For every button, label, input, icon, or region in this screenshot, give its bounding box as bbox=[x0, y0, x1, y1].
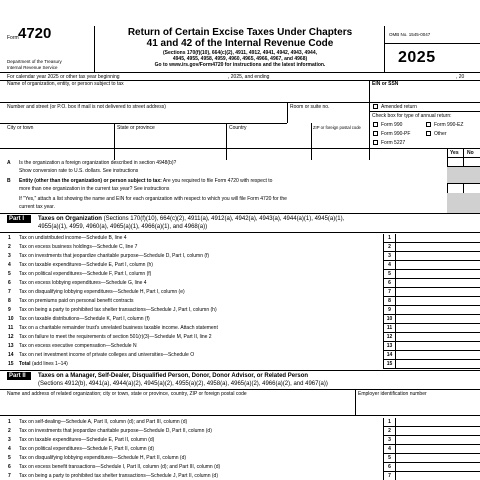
yes-header: Yes bbox=[450, 150, 459, 156]
ein-field[interactable] bbox=[372, 87, 472, 101]
country-field[interactable] bbox=[229, 131, 299, 145]
form-label: Form bbox=[7, 35, 19, 41]
ein-label: EIN or SSN bbox=[372, 81, 399, 87]
line-description bbox=[19, 298, 134, 304]
employer-id-field[interactable] bbox=[358, 397, 476, 413]
line-number: 15 bbox=[8, 361, 14, 367]
line-description-text: Tax on a charitable remainder trust's unrelated business taxable income. Attach statement bbox=[19, 325, 218, 331]
part2-title: Taxes on a Manager, Self-Dealer, Disqualified Person, Donor, Donor Advisor, or Related Person bbox=[38, 373, 309, 379]
related-org-name-field[interactable] bbox=[7, 397, 347, 413]
line-description-text: Tax on premiums paid on personal benefit contracts bbox=[19, 298, 134, 304]
line-description-text: Tax on political expenditures—Schedule F, Part I, column (f) bbox=[19, 271, 152, 277]
form-title-line1: Return of Certain Excise Taxes Under Chapters bbox=[127, 27, 353, 38]
line-number: 3 bbox=[8, 437, 11, 443]
line-description bbox=[19, 325, 218, 331]
line-number-box: 12 bbox=[383, 333, 396, 342]
form-990-pf-label: Form 990-PF bbox=[381, 131, 411, 137]
code-sections-1: (Sections 170(f)(10), 664(c)(2), 4911, 4912, 4941, 4942, 4943, 4944, bbox=[163, 50, 317, 56]
line-number: 1 bbox=[8, 235, 11, 241]
line-number: 7 bbox=[8, 473, 11, 479]
line-number: 5 bbox=[8, 271, 11, 277]
employer-id-label: Employer identification number bbox=[358, 391, 427, 397]
line-description bbox=[19, 253, 209, 259]
line-row bbox=[0, 463, 480, 472]
line-row bbox=[0, 315, 480, 324]
state-label: State or province bbox=[117, 125, 155, 131]
question-b-no-cell[interactable] bbox=[464, 184, 479, 193]
line-number-box: 7 bbox=[383, 288, 396, 297]
line-number-box: 5 bbox=[383, 270, 396, 279]
calendar-year-end: , 20 bbox=[456, 74, 465, 80]
line-row bbox=[0, 279, 480, 288]
line-description-text: Tax on failure to meet the requirements of section 501(r)(3)—Schedule M, Part II, line 2 bbox=[19, 334, 212, 340]
line-description-text: Tax on disqualifying lobbying expenditures—Schedule H, Part I, column (e) bbox=[19, 289, 185, 295]
part2-label: Part II bbox=[7, 372, 31, 380]
line-description-text: Tax on self-dealing—Schedule A, Part II, column (d); and Part III, column (d) bbox=[19, 419, 188, 425]
line-row bbox=[0, 288, 480, 297]
line-row bbox=[0, 351, 480, 360]
line-row bbox=[0, 472, 480, 480]
line-description-text: Tax on excess benefit transactions—Schedule I, Part II, column (d); and Part III, column (d) bbox=[19, 464, 221, 470]
line-number-box: 1 bbox=[383, 234, 396, 243]
line-description bbox=[19, 361, 68, 367]
calendar-year-label: For calendar year 2025 or other tax year beginning bbox=[7, 74, 120, 80]
line-number: 9 bbox=[8, 307, 11, 313]
line-number-box: 2 bbox=[383, 427, 396, 436]
line-number: 5 bbox=[8, 455, 11, 461]
part1-label: Part I bbox=[7, 215, 31, 223]
question-b-yes-cell[interactable] bbox=[448, 184, 463, 193]
line-row bbox=[0, 306, 480, 315]
line-description-text: Tax on taxable expenditures—Schedule E, Part I, column (h) bbox=[19, 262, 153, 268]
line-description bbox=[19, 437, 154, 443]
line-row bbox=[0, 454, 480, 463]
line-description bbox=[19, 428, 212, 434]
amount-field[interactable] bbox=[396, 270, 480, 279]
country-label: Country bbox=[229, 125, 247, 131]
dept-treasury: Department of the Treasury bbox=[7, 59, 62, 64]
line-number: 6 bbox=[8, 464, 11, 470]
line-description-text: Tax on being a party to prohibited tax shelter transactions—Schedule J, Part II, column (d) bbox=[19, 473, 218, 479]
line-number-box: 11 bbox=[383, 324, 396, 333]
line-number: 4 bbox=[8, 262, 11, 268]
zip-field[interactable] bbox=[313, 131, 367, 145]
question-a-no-cell[interactable] bbox=[464, 157, 479, 166]
line-row bbox=[0, 436, 480, 445]
amended-return-checkbox[interactable] bbox=[373, 104, 378, 109]
line-description-text: Tax on political expenditures—Schedule F, Part II, column (d) bbox=[19, 446, 155, 452]
line-description-text: Tax on disqualifying lobbying expenditures—Schedule H, Part II, column (d) bbox=[19, 455, 187, 461]
part2-sections: (Sections 4912(b), 4941(a), 4944(a)(2), 4945(a)(2), 4955(a)(2), 4958(a), 4965(a)(2), 4966(a)(2), and 4967(a)) bbox=[38, 381, 328, 387]
line-number: 6 bbox=[8, 280, 11, 286]
part1-title bbox=[38, 216, 344, 223]
amount-field[interactable] bbox=[396, 306, 480, 315]
question-b-line1: Are you required to file Form 4720 with respect to bbox=[161, 178, 273, 184]
line-number: 2 bbox=[8, 428, 11, 434]
part1-title-bold: Taxes on Organization bbox=[38, 216, 102, 222]
line-description bbox=[19, 271, 151, 277]
amount-field[interactable] bbox=[396, 360, 480, 369]
line-number-box: 7 bbox=[383, 472, 396, 480]
question-b-line4: current tax year. bbox=[19, 204, 55, 210]
question-b-text bbox=[19, 178, 272, 184]
line-number-box: 15 bbox=[383, 360, 396, 369]
line-number-box: 4 bbox=[383, 445, 396, 454]
amount-field[interactable] bbox=[396, 243, 480, 252]
city-label: City or town bbox=[7, 125, 34, 131]
question-b-letter: B bbox=[7, 178, 11, 184]
street-field[interactable] bbox=[7, 110, 277, 122]
line-description-text: Tax on excess business holdings—Schedule C, line 7 bbox=[19, 244, 138, 250]
line-number: 10 bbox=[8, 316, 14, 322]
amount-field[interactable] bbox=[396, 342, 480, 351]
form-5227-label: Form 5227 bbox=[381, 140, 406, 146]
amount-field[interactable] bbox=[396, 454, 480, 463]
line-number: 12 bbox=[8, 334, 14, 340]
form-990-ez-label: Form 990-EZ bbox=[434, 122, 464, 128]
line-number-box: 1 bbox=[383, 418, 396, 427]
line-description bbox=[19, 464, 220, 470]
line-number-box: 6 bbox=[383, 279, 396, 288]
tax-year: 2025 bbox=[398, 49, 436, 66]
line-description bbox=[19, 316, 150, 322]
line-row bbox=[0, 270, 480, 279]
line-number-box: 6 bbox=[383, 463, 396, 472]
related-org-name-label: Name and address of related organization; city or town, state or province, country, ZIP or foreign postal code bbox=[7, 391, 247, 397]
amount-field[interactable] bbox=[396, 252, 480, 261]
line-description bbox=[19, 280, 147, 286]
line-number-box: 13 bbox=[383, 342, 396, 351]
org-name-label: Name of organization, entity, or person subject to tax bbox=[7, 81, 124, 87]
amount-field[interactable] bbox=[396, 324, 480, 333]
city-field[interactable] bbox=[7, 131, 107, 145]
line-number: 14 bbox=[8, 352, 14, 358]
line-row bbox=[0, 243, 480, 252]
question-b-line3: If "Yes," attach a list showing the name and EIN for each organization with respect to which you will file Form 4720 for the bbox=[19, 196, 287, 202]
line-row bbox=[0, 427, 480, 436]
line-description bbox=[19, 262, 153, 268]
line-description-text: Tax on investments that jeopardize charitable purpose—Schedule D, Part I, column (f) bbox=[19, 253, 210, 259]
line-number: 1 bbox=[8, 419, 11, 425]
amount-field[interactable] bbox=[396, 427, 480, 436]
line-number-box: 5 bbox=[383, 454, 396, 463]
question-a-yes-cell[interactable] bbox=[448, 157, 463, 166]
line-description bbox=[19, 307, 217, 313]
line-number-box: 10 bbox=[383, 315, 396, 324]
amount-field[interactable] bbox=[396, 418, 480, 427]
line-number: 11 bbox=[8, 325, 14, 331]
zip-label: ZIP or foreign postal code bbox=[313, 125, 361, 130]
amount-field[interactable] bbox=[396, 261, 480, 270]
amount-field[interactable] bbox=[396, 234, 480, 243]
form-990-label: Form 990 bbox=[381, 122, 403, 128]
form-number: 4720 bbox=[18, 25, 52, 42]
form-title-line2: 41 and 42 of the Internal Revenue Code bbox=[146, 38, 334, 49]
line-description-text: Tax on being a party to prohibited tax shelter transactions—Schedule J, Part I, column (h) bbox=[19, 307, 217, 313]
amount-field[interactable] bbox=[396, 472, 480, 480]
form-5227-checkbox[interactable] bbox=[373, 140, 378, 145]
line-number: 13 bbox=[8, 343, 14, 349]
line-row bbox=[0, 261, 480, 270]
amended-return-label: Amended return bbox=[381, 104, 417, 110]
other-label: Other bbox=[434, 131, 447, 137]
line-description bbox=[19, 244, 137, 250]
room-label: Room or suite no. bbox=[290, 104, 330, 110]
line-description-text: Tax on taxable expenditures—Schedule E, Part II, column (d) bbox=[19, 437, 155, 443]
form-title bbox=[100, 27, 380, 69]
line-description-suffix: (add lines 1–14) bbox=[30, 361, 68, 367]
instructions-link[interactable]: Go to www.irs.gov/Form4720 for instructions and the latest information. bbox=[154, 62, 326, 68]
line-description bbox=[19, 334, 212, 340]
line-row bbox=[0, 418, 480, 427]
form-990-ez-checkbox[interactable] bbox=[426, 122, 431, 127]
state-field[interactable] bbox=[117, 131, 197, 145]
amount-field[interactable] bbox=[396, 436, 480, 445]
question-a-conversion: Show conversion rate to U.S. dollars. See instructions bbox=[19, 168, 139, 174]
amount-field[interactable] bbox=[396, 279, 480, 288]
question-b-bold: Entity (other than the organization) or person subject to tax: bbox=[19, 178, 162, 184]
question-b-line2: more than one organization in the current tax year? See instructions bbox=[19, 186, 170, 192]
line-description bbox=[19, 343, 137, 349]
irs-label: Internal Revenue Service bbox=[7, 65, 58, 70]
org-name-field[interactable] bbox=[7, 87, 307, 101]
question-a-letter: A bbox=[7, 160, 11, 166]
amount-field[interactable] bbox=[396, 333, 480, 342]
line-row bbox=[0, 342, 480, 351]
amount-field[interactable] bbox=[396, 288, 480, 297]
line-number-box: 3 bbox=[383, 436, 396, 445]
line-number: 7 bbox=[8, 289, 11, 295]
line-row bbox=[0, 252, 480, 261]
amount-field[interactable] bbox=[396, 351, 480, 360]
line-number-box: 14 bbox=[383, 351, 396, 360]
amount-field[interactable] bbox=[396, 445, 480, 454]
form-990-checkbox[interactable] bbox=[373, 122, 378, 127]
line-description bbox=[19, 352, 194, 358]
line-description bbox=[19, 473, 218, 479]
line-description bbox=[19, 419, 187, 425]
line-row bbox=[0, 297, 480, 306]
line-row bbox=[0, 445, 480, 454]
line-description-text: Tax on investments that jeopardize charitable purpose—Schedule D, Part II, column (d) bbox=[19, 428, 212, 434]
line-number: 4 bbox=[8, 446, 11, 452]
amount-field[interactable] bbox=[396, 463, 480, 472]
line-description-text: Tax on net investment income of private colleges and universities—Schedule O bbox=[19, 352, 195, 358]
question-a-text: Is the organization a foreign organization described in section 4948(b)? bbox=[19, 160, 177, 166]
line-description-text: Tax on excess executive compensation—Schedule N bbox=[19, 343, 137, 349]
line-description bbox=[19, 289, 185, 295]
line-description bbox=[19, 235, 127, 241]
line-number-box: 3 bbox=[383, 252, 396, 261]
omb-number: OMB No. 1545-0047 bbox=[389, 32, 431, 37]
code-sections-2: 4945, 4955, 4958, 4959, 4960, 4965, 4966, 4967, and 4968) bbox=[172, 56, 308, 62]
line-row bbox=[0, 324, 480, 333]
form-990-pf-checkbox[interactable] bbox=[373, 131, 378, 136]
line-number-box: 2 bbox=[383, 243, 396, 252]
amount-field[interactable] bbox=[396, 315, 480, 324]
line-row bbox=[0, 333, 480, 342]
part1-sections-2: 4955(a)(1), 4959, 4960(a), 4965(a)(1), 4966(a)(1), and 4968(a)) bbox=[38, 224, 208, 230]
line-number-box: 4 bbox=[383, 261, 396, 270]
annual-return-type-label: Check box for type of annual return: bbox=[372, 113, 452, 119]
line-description-text: Total bbox=[19, 361, 31, 367]
line-number: 2 bbox=[8, 244, 11, 250]
room-field[interactable] bbox=[290, 110, 366, 122]
street-label: Number and street (or P.O. box if mail is not delivered to street address) bbox=[7, 104, 166, 110]
line-number: 8 bbox=[8, 298, 11, 304]
line-number-box: 8 bbox=[383, 297, 396, 306]
line-description bbox=[19, 446, 154, 452]
line-description-text: Tax on taxable distributions—Schedule K, Part I, column (f) bbox=[19, 316, 150, 322]
line-row bbox=[0, 234, 480, 243]
amount-field[interactable] bbox=[396, 297, 480, 306]
no-header: No bbox=[467, 150, 474, 156]
line-description bbox=[19, 455, 186, 461]
line-description-text: Tax on undistributed income—Schedule B, line 4 bbox=[19, 235, 127, 241]
line-description-text: Tax on excess lobbying expenditures—Schedule G, line 4 bbox=[19, 280, 147, 286]
calendar-year-mid: , 2025, and ending bbox=[228, 74, 270, 80]
line-number-box: 9 bbox=[383, 306, 396, 315]
other-checkbox[interactable] bbox=[426, 131, 431, 136]
line-number: 3 bbox=[8, 253, 11, 259]
part1-sections-1: (Sections 170(f)(10), 664(c)(2), 4911(a), 4912(a), 4942(a), 4943(a), 4944(a)(1), 4945(a)(1), bbox=[101, 216, 345, 222]
line-row bbox=[0, 360, 480, 369]
